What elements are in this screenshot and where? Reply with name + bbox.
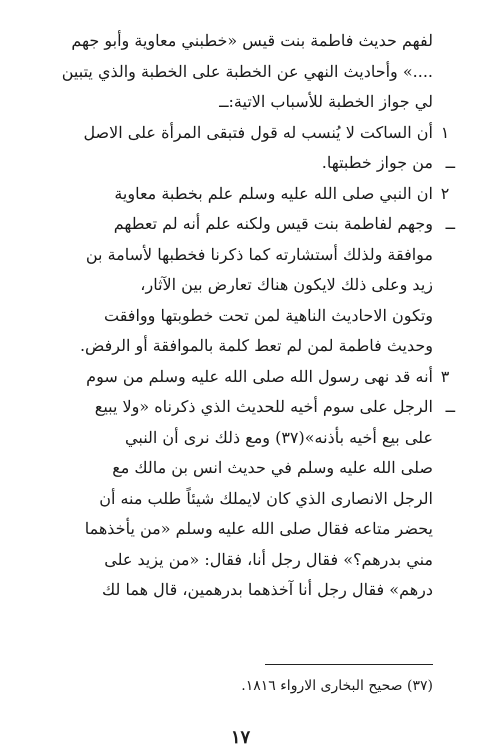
item-line: الرجل على سوم أخيه للحديث الذي ذكرناه «ولا يبيع [94,397,433,416]
intro-line: لي جواز الخطبة للأسباب الاتية:ــ [219,92,433,111]
item-line: أن الساكت لا يُنسب له قول فتبقى المرأة على الاصل [83,122,433,142]
item-line: موافقة ولذلك أستشارته كما ذكرنا فخطبها لأسامة بن [85,244,433,264]
item-line: أنه قد نهى رسول الله صلى الله عليه وسلم من سوم [86,366,433,386]
intro-line: ....» وأحاديث النهي عن الخطبة على الخطبة والذي يتبين [61,61,433,81]
item-line: ان النبي صلى الله عليه وسلم علم بخطبة معاوية [114,183,433,203]
page-number: ١٧ [230,727,251,748]
item-line: زيد وعلى ذلك لايكون هناك تعارض بين الآثار، [140,275,433,294]
item-line: على بيع أخيه بأذنه»(٣٧) ومع ذلك نرى أن النبي [125,427,433,447]
item-line: وتكون الاحاديث الناهية لمن تحت خطوبتها ووافقت [104,305,433,325]
item-number: ٣ ــ [440,366,455,416]
footnote: (٣٧) صحيح البخارى الارواء ١٨١٦. [241,678,433,694]
item-number: ٢ ــ [440,183,455,233]
item-line: الرجل الانصارى الذي كان لايملك شيئاً طلب منه أن [99,488,433,508]
item-line: وجهم لفاطمة بنت قيس ولكنه علم أنه لم تعطهم [113,214,433,233]
item-line: يحضر متاعه فقال صلى الله عليه وسلم «من يأخذهما [84,519,433,538]
footnote-divider [265,664,433,665]
item-line: مني بدرهم؟» فقال رجل أنا، فقال: «من يزيد على [104,549,433,569]
item-line: وحديث فاطمة لمن لم تعط كلمة بالموافقة أو الرفض. [79,336,433,355]
intro-line: لفهم حديث فاطمة بنت قيس «خطبني معاوية وأبو جهم [71,31,433,50]
item-line: درهم» فقال رجل أنا آخذهما بدرهمين، قال هما لك [102,580,433,599]
item-number: ١ ــ [440,122,455,172]
main-text [26,26,455,606]
list-item-3 [26,362,455,606]
list-item-2 [26,179,455,362]
item-line: من جواز خطبتها. [321,153,433,172]
item-line: صلى الله عليه وسلم في حديث انس بن مالك مع [112,458,433,477]
list-item-1 [26,118,455,179]
